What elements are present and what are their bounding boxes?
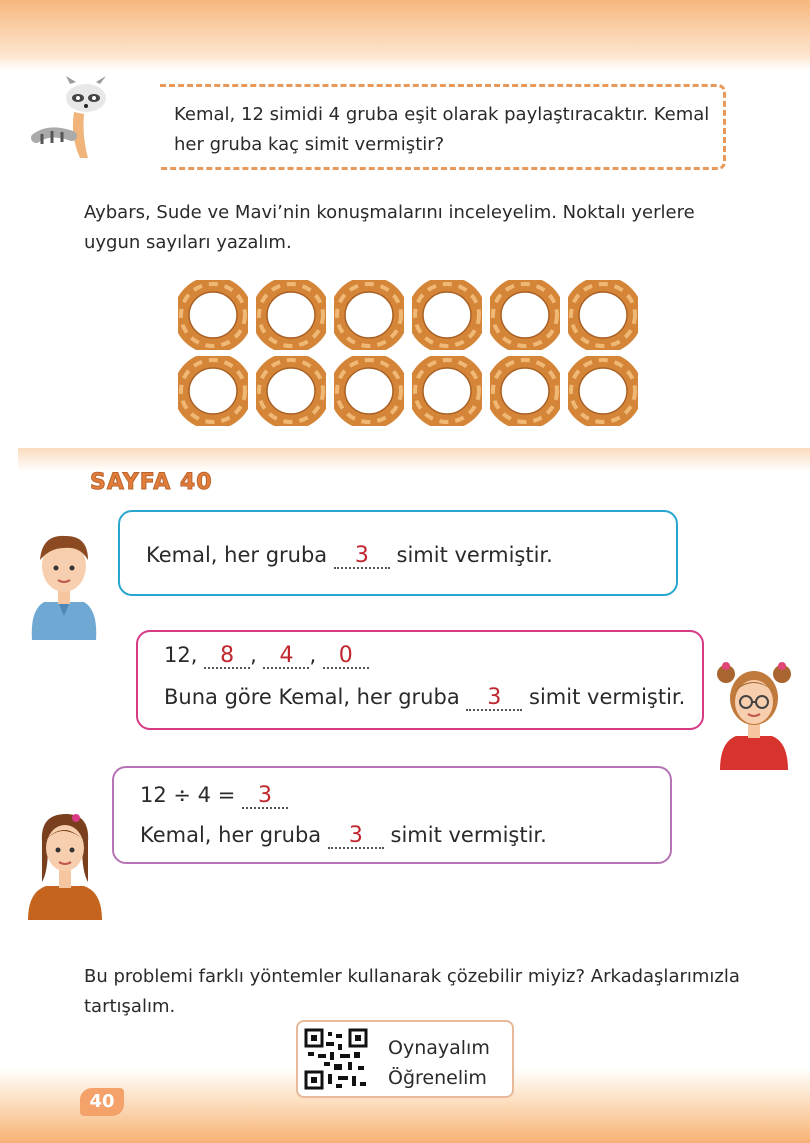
aybars-text-after: simit vermiştir. (389, 543, 553, 567)
problem-line-2: her gruba kaç simit vermiştir? (174, 134, 445, 155)
instructions-line-2: uygun sayıları yazalım. (84, 232, 292, 253)
sude-sequence: 12, 8 , 4 , 0 (164, 640, 369, 670)
simit-icon (178, 356, 248, 426)
closing-question (84, 962, 744, 1022)
mavi-text-after: simit vermiştir. (383, 823, 547, 847)
sude-text-after: simit vermiştir. (522, 685, 686, 709)
sude-text-before: Buna göre Kemal, her gruba (164, 685, 467, 709)
simit-icon (568, 356, 638, 426)
simit-icon (490, 356, 560, 426)
raccoon-mascot-icon (30, 76, 140, 166)
boy-character-icon (22, 524, 106, 640)
simit-icon (412, 356, 482, 426)
sude-answer-3: 0 (323, 645, 369, 669)
mavi-equation-text: 12 ÷ 4 = (140, 783, 242, 807)
aybars-text-before: Kemal, her gruba (146, 543, 334, 567)
section-divider-band (18, 448, 810, 472)
mavi-equation-answer: 3 (242, 785, 288, 809)
simit-icon (490, 280, 560, 350)
mavi-text-before: Kemal, her gruba (140, 823, 328, 847)
instructions (84, 198, 734, 258)
simit-icon (412, 280, 482, 350)
qr-code-icon[interactable] (304, 1028, 368, 1090)
instructions-line-1: Aybars, Sude ve Mavi’nin konuşmalarını inceleyelim. Noktalı yerlere (84, 202, 695, 223)
sude-answer: 3 (466, 687, 522, 711)
closing-line-1: Bu problemi farklı yöntemler kullanarak çözebilir miyiz? Arkadaşlarımızla (84, 966, 740, 987)
simit-icon (256, 356, 326, 426)
top-decorative-band (0, 0, 810, 70)
sude-answer-2: 4 (263, 645, 309, 669)
girl-character-icon (22, 802, 108, 920)
mavi-answer: 3 (328, 825, 384, 849)
problem-line-1: Kemal, 12 simidi 4 gruba eşit olarak paylaştıracaktır. Kemal (174, 104, 710, 125)
mavi-equation (140, 780, 288, 810)
section-label: SAYFA 40 (90, 470, 213, 495)
closing-line-2: tartışalım. (84, 996, 176, 1017)
aybars-answer: 3 (334, 545, 390, 569)
simit-icon (256, 280, 326, 350)
mavi-sentence (140, 820, 547, 850)
simit-icon (334, 356, 404, 426)
problem-statement (174, 100, 714, 160)
simit-icon (334, 280, 404, 350)
sude-answer-1: 8 (204, 645, 250, 669)
sude-sentence (164, 682, 685, 712)
girl-with-glasses-icon (712, 656, 796, 770)
aybars-sentence (146, 540, 553, 570)
page-number: 40 (80, 1088, 124, 1116)
qr-label-line-1: Oynayalım (388, 1037, 490, 1059)
simit-grid (178, 280, 648, 432)
simit-icon (178, 280, 248, 350)
sude-sequence-start: 12, (164, 643, 205, 667)
qr-label-line-2: Öğrenelim (388, 1067, 487, 1089)
simit-icon (568, 280, 638, 350)
